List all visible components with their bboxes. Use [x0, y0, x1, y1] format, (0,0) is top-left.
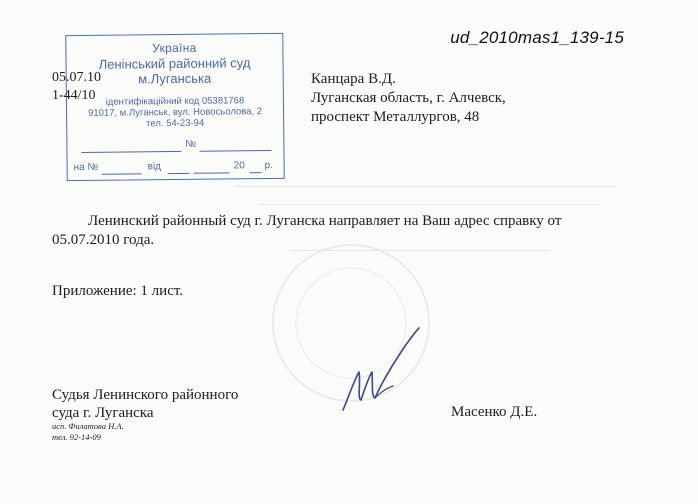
stamp-day-line [168, 173, 190, 174]
stamp-year-line [250, 172, 262, 173]
stamp-ref-label: на № [73, 161, 99, 174]
signer-title-line-1: Судья Ленинского районного [52, 387, 239, 403]
court-stamp [65, 33, 285, 181]
body-line-1: Ленинский районный суд г. Луганска направляет на Ваш адрес справку от [88, 213, 562, 229]
signer-title [52, 386, 238, 422]
signer-name: Масенко Д.Е. [451, 404, 538, 420]
stamp-date-line [81, 151, 181, 153]
stamp-address: 91017, м.Луганськ, вул. Новосьолова, 2 [88, 106, 263, 119]
stamp-court-name: Ленінський районний суд [98, 55, 251, 72]
addressee-region: Луганская область, г. Алчевск, [311, 90, 506, 106]
addressee-block [311, 70, 506, 127]
attachment-note: Приложение: 1 лист. [52, 283, 184, 299]
handwritten-signature [335, 326, 430, 416]
stamp-ref-line [102, 173, 142, 174]
signer-title-line-2: суда г. Луганска [52, 405, 154, 421]
executor-phone: тел. 92-14-09 [52, 432, 101, 442]
stamp-month-line [194, 172, 230, 173]
document-id: ud_2010mas1_139-15 [450, 28, 624, 47]
letter-body [52, 212, 612, 250]
executor-info [52, 421, 124, 443]
executor-name: исп. Филатова Н.А. [52, 421, 124, 431]
registration-number: 1-44/10 [52, 88, 96, 103]
body-line-2: 05.07.2010 года. [52, 232, 155, 248]
stamp-year-suffix: р. [264, 159, 274, 172]
stamp-number-line [199, 150, 271, 152]
registration-date: 05.07.10 [52, 70, 101, 85]
addressee-street: проспект Металлургов, 48 [311, 109, 480, 125]
bleed-through-line [236, 186, 616, 187]
stamp-year-label: 20 [233, 160, 245, 172]
bleed-through-line [260, 204, 600, 205]
stamp-from-label: від [147, 161, 162, 173]
stamp-id-code: ідентифікаційний код 05381768 [105, 95, 245, 108]
addressee-name: Канцара В.Д. [311, 71, 396, 87]
stamp-number-label: № [185, 138, 197, 150]
stamp-phone: тел. 54-23-94 [146, 117, 205, 130]
stamp-country: Україна [152, 40, 197, 56]
stamp-court-city: м.Луганська [138, 70, 212, 87]
